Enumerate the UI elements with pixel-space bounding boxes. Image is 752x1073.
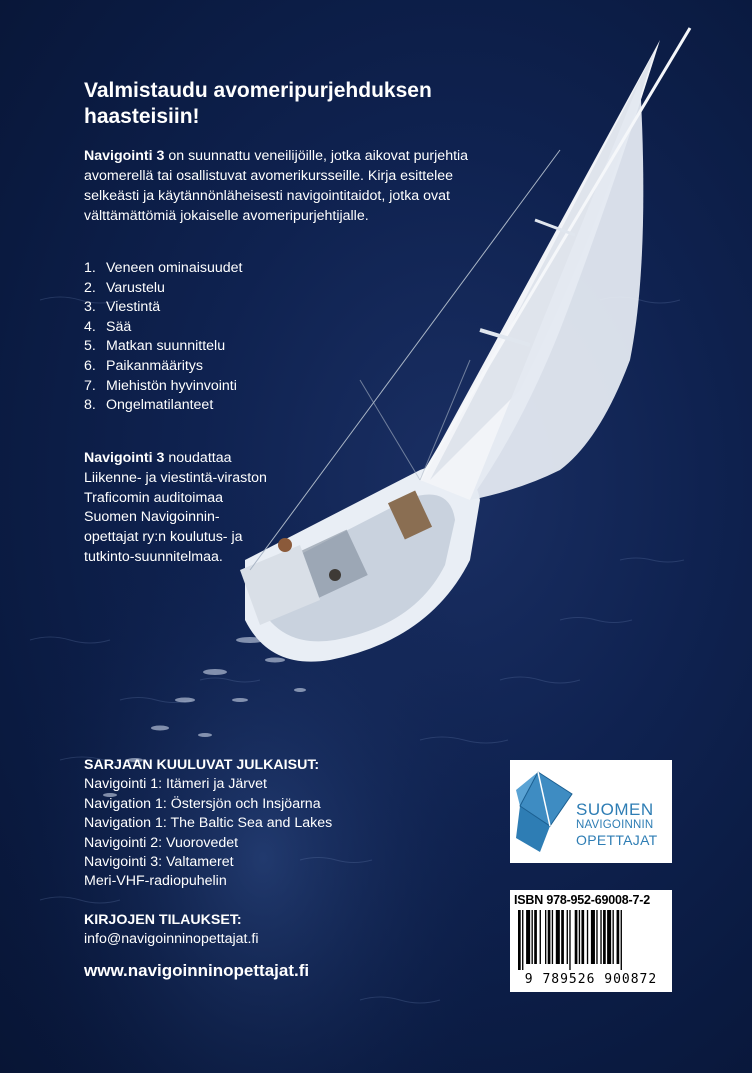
isbn-number: ISBN 978-952-69008-7-2 xyxy=(514,893,650,907)
orders-email: info@navigoinninopettajat.fi xyxy=(84,931,259,948)
list-item: 1. Veneen ominaisuudet xyxy=(84,260,243,276)
publisher-logo xyxy=(510,760,672,863)
series-title: SARJAAN KUULUVAT JULKAISUT: xyxy=(84,757,320,773)
barcode-icon xyxy=(512,910,670,970)
orders-title: KIRJOJEN TILAUKSET: xyxy=(84,912,242,928)
list-item: 7. Miehistön hyvinvointi xyxy=(84,377,237,394)
series-item: Navigation 1: The Baltic Sea and Lakes xyxy=(84,815,333,832)
series-item: Meri-VHF-radiopuhelin xyxy=(84,873,227,890)
series-item: Navigation 1: Östersjön och Insjöarna xyxy=(84,795,321,812)
logo-line-1: SUOMEN xyxy=(576,800,654,819)
intro-paragraph xyxy=(84,146,504,226)
barcode-digits: 9 789526 900872 xyxy=(524,972,658,987)
series-item: Navigointi 2: Vuorovedet xyxy=(84,834,239,851)
headline: Valmistaudu avomeripurjehduksen haasteisiin! xyxy=(84,79,432,128)
series-item: Navigointi 1: Itämeri ja Järvet xyxy=(84,776,267,793)
list-item: 5. Matkan suunnittelu xyxy=(84,338,226,355)
logo-mark-icon xyxy=(510,760,580,863)
logo-line-2: NAVIGOINNIN xyxy=(576,819,654,831)
orders-section xyxy=(84,911,384,950)
isbn-barcode-box xyxy=(510,890,672,992)
curriculum-note xyxy=(84,449,274,568)
intro-book-name: Navigointi 3 xyxy=(84,148,165,164)
series-list xyxy=(84,756,384,892)
note-text: noudattaa Liikenne- ja viestintä-viraston Traficomin auditoimaa Suomen Navigoinnin-opettajat ry:n koulutus- ja tutkinto-suunnitelmaa. xyxy=(84,450,267,565)
contents-list xyxy=(84,259,344,416)
list-item: 3. Viestintä xyxy=(84,299,161,316)
website-url: www.navigoinninopettajat.fi xyxy=(84,961,310,980)
logo-line-3: OPETTAJAT xyxy=(576,832,658,848)
list-item: 6. Paikanmääritys xyxy=(84,357,203,374)
list-item: 2. Varustelu xyxy=(84,279,165,296)
series-item: Navigointi 3: Valtameret xyxy=(84,854,234,871)
note-book-name: Navigointi 3 xyxy=(84,450,165,466)
list-item: 4. Sää xyxy=(84,318,132,335)
intro-text: on suunnattu veneilijöille, jotka aikovat purjehtia avomerellä tai osallistuvat avomerikursseille. Kirja esittelee selkeästi ja käytännönläheisesti navigointitaidot, jotka ovat välttämättömiä jokaiselle avomeripurjehtijalle. xyxy=(84,148,469,224)
list-item: 8. Ongelmatilanteet xyxy=(84,397,214,414)
